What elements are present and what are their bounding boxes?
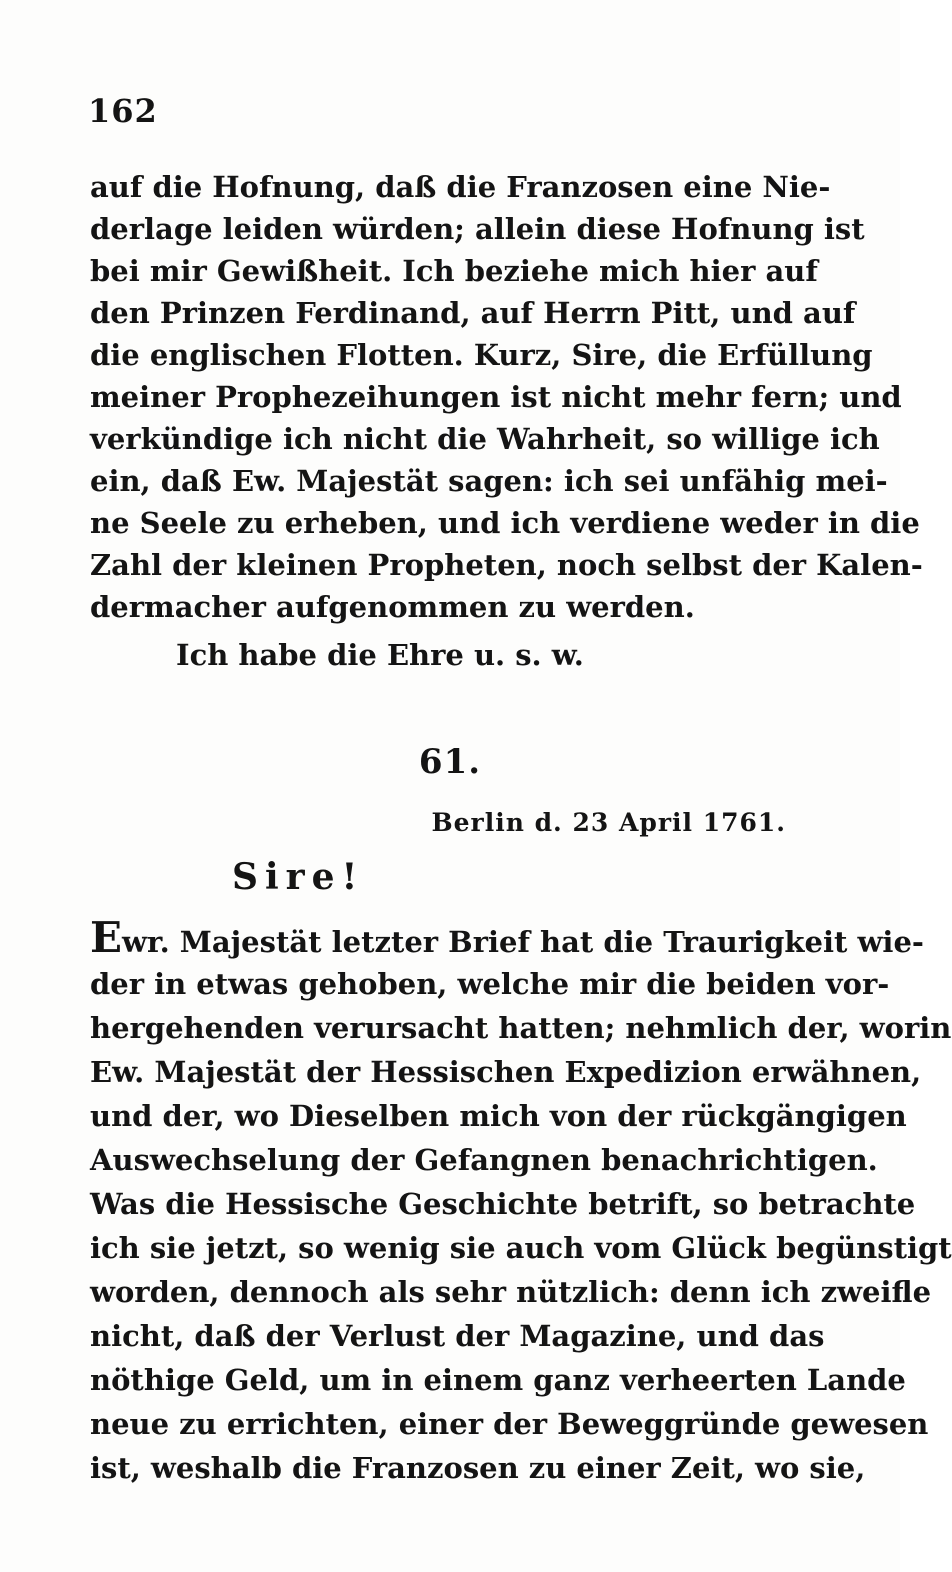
text-line: ist, weshalb die Franzosen zu einer Zeit, wo sie, — [90, 1451, 866, 1485]
text-line: worden, dennoch als sehr nützlich: denn ich zweifle — [90, 1275, 932, 1309]
text-line: Was die Hessische Geschichte betrift, so betrachte — [90, 1187, 916, 1221]
letter-number: 61. — [418, 742, 482, 782]
salutation: Sire! — [232, 856, 365, 898]
text-line-first — [90, 913, 924, 962]
drop-cap: E — [90, 913, 123, 962]
letter-body — [90, 913, 952, 1490]
text-line: Auswechselung der Gefangnen benachrichtigen. — [90, 1143, 878, 1177]
text-line: nöthige Geld, um in einem ganz verheerten Lande — [90, 1363, 906, 1397]
text-line-last: dermacher aufgenommen zu werden. — [90, 590, 695, 624]
text-line: nicht, daß der Verlust der Magazine, und das — [90, 1319, 825, 1353]
text-line: ich sie jetzt, so wenig sie auch vom Glück begünstigt — [90, 1231, 952, 1265]
text-line: der in etwas gehoben, welche mir die beiden vor- — [90, 967, 890, 1001]
text-line: ne Seele zu erheben, und ich verdiene weder in die — [90, 506, 920, 540]
text-line: meiner Prophezeihungen ist nicht mehr fern; und — [90, 380, 902, 414]
text-line: Ew. Majestät der Hessischen Expedizion erwähnen, — [90, 1055, 922, 1089]
text-line: bei mir Gewißheit. Ich beziehe mich hier auf — [90, 254, 818, 288]
text-line: und der, wo Dieselben mich von der rückgängigen — [90, 1099, 907, 1133]
text-line: Zahl der kleinen Propheten, noch selbst der Kalen- — [90, 548, 923, 582]
text-line: derlage leiden würden; allein diese Hofnung ist — [90, 212, 865, 246]
text-line: ein, daß Ew. Majestät sagen: ich sei unfähig mei- — [90, 464, 888, 498]
text-line: neue zu errichten, einer der Beweggründe gewesen — [90, 1407, 929, 1441]
text-line: verkündige ich nicht die Wahrheit, so willige ich — [90, 422, 880, 456]
paragraph-1 — [90, 166, 923, 628]
closing-formula: Ich habe die Ehre u. s. w. — [176, 638, 584, 672]
first-line-text: wr. Majestät letzter Brief hat die Traurigkeit wie- — [122, 925, 924, 959]
text-line: den Prinzen Ferdinand, auf Herrn Pitt, und auf — [90, 296, 856, 330]
text-line: hergehenden verursacht hatten; nehmlich der, worin — [90, 1011, 952, 1045]
text-line: die englischen Flotten. Kurz, Sire, die Erfüllung — [90, 338, 873, 372]
text-line: auf die Hofnung, daß die Franzosen eine Nie- — [90, 170, 831, 204]
dateline: Berlin d. 23 April 1761. — [431, 808, 786, 837]
page-number: 162 — [88, 92, 158, 130]
